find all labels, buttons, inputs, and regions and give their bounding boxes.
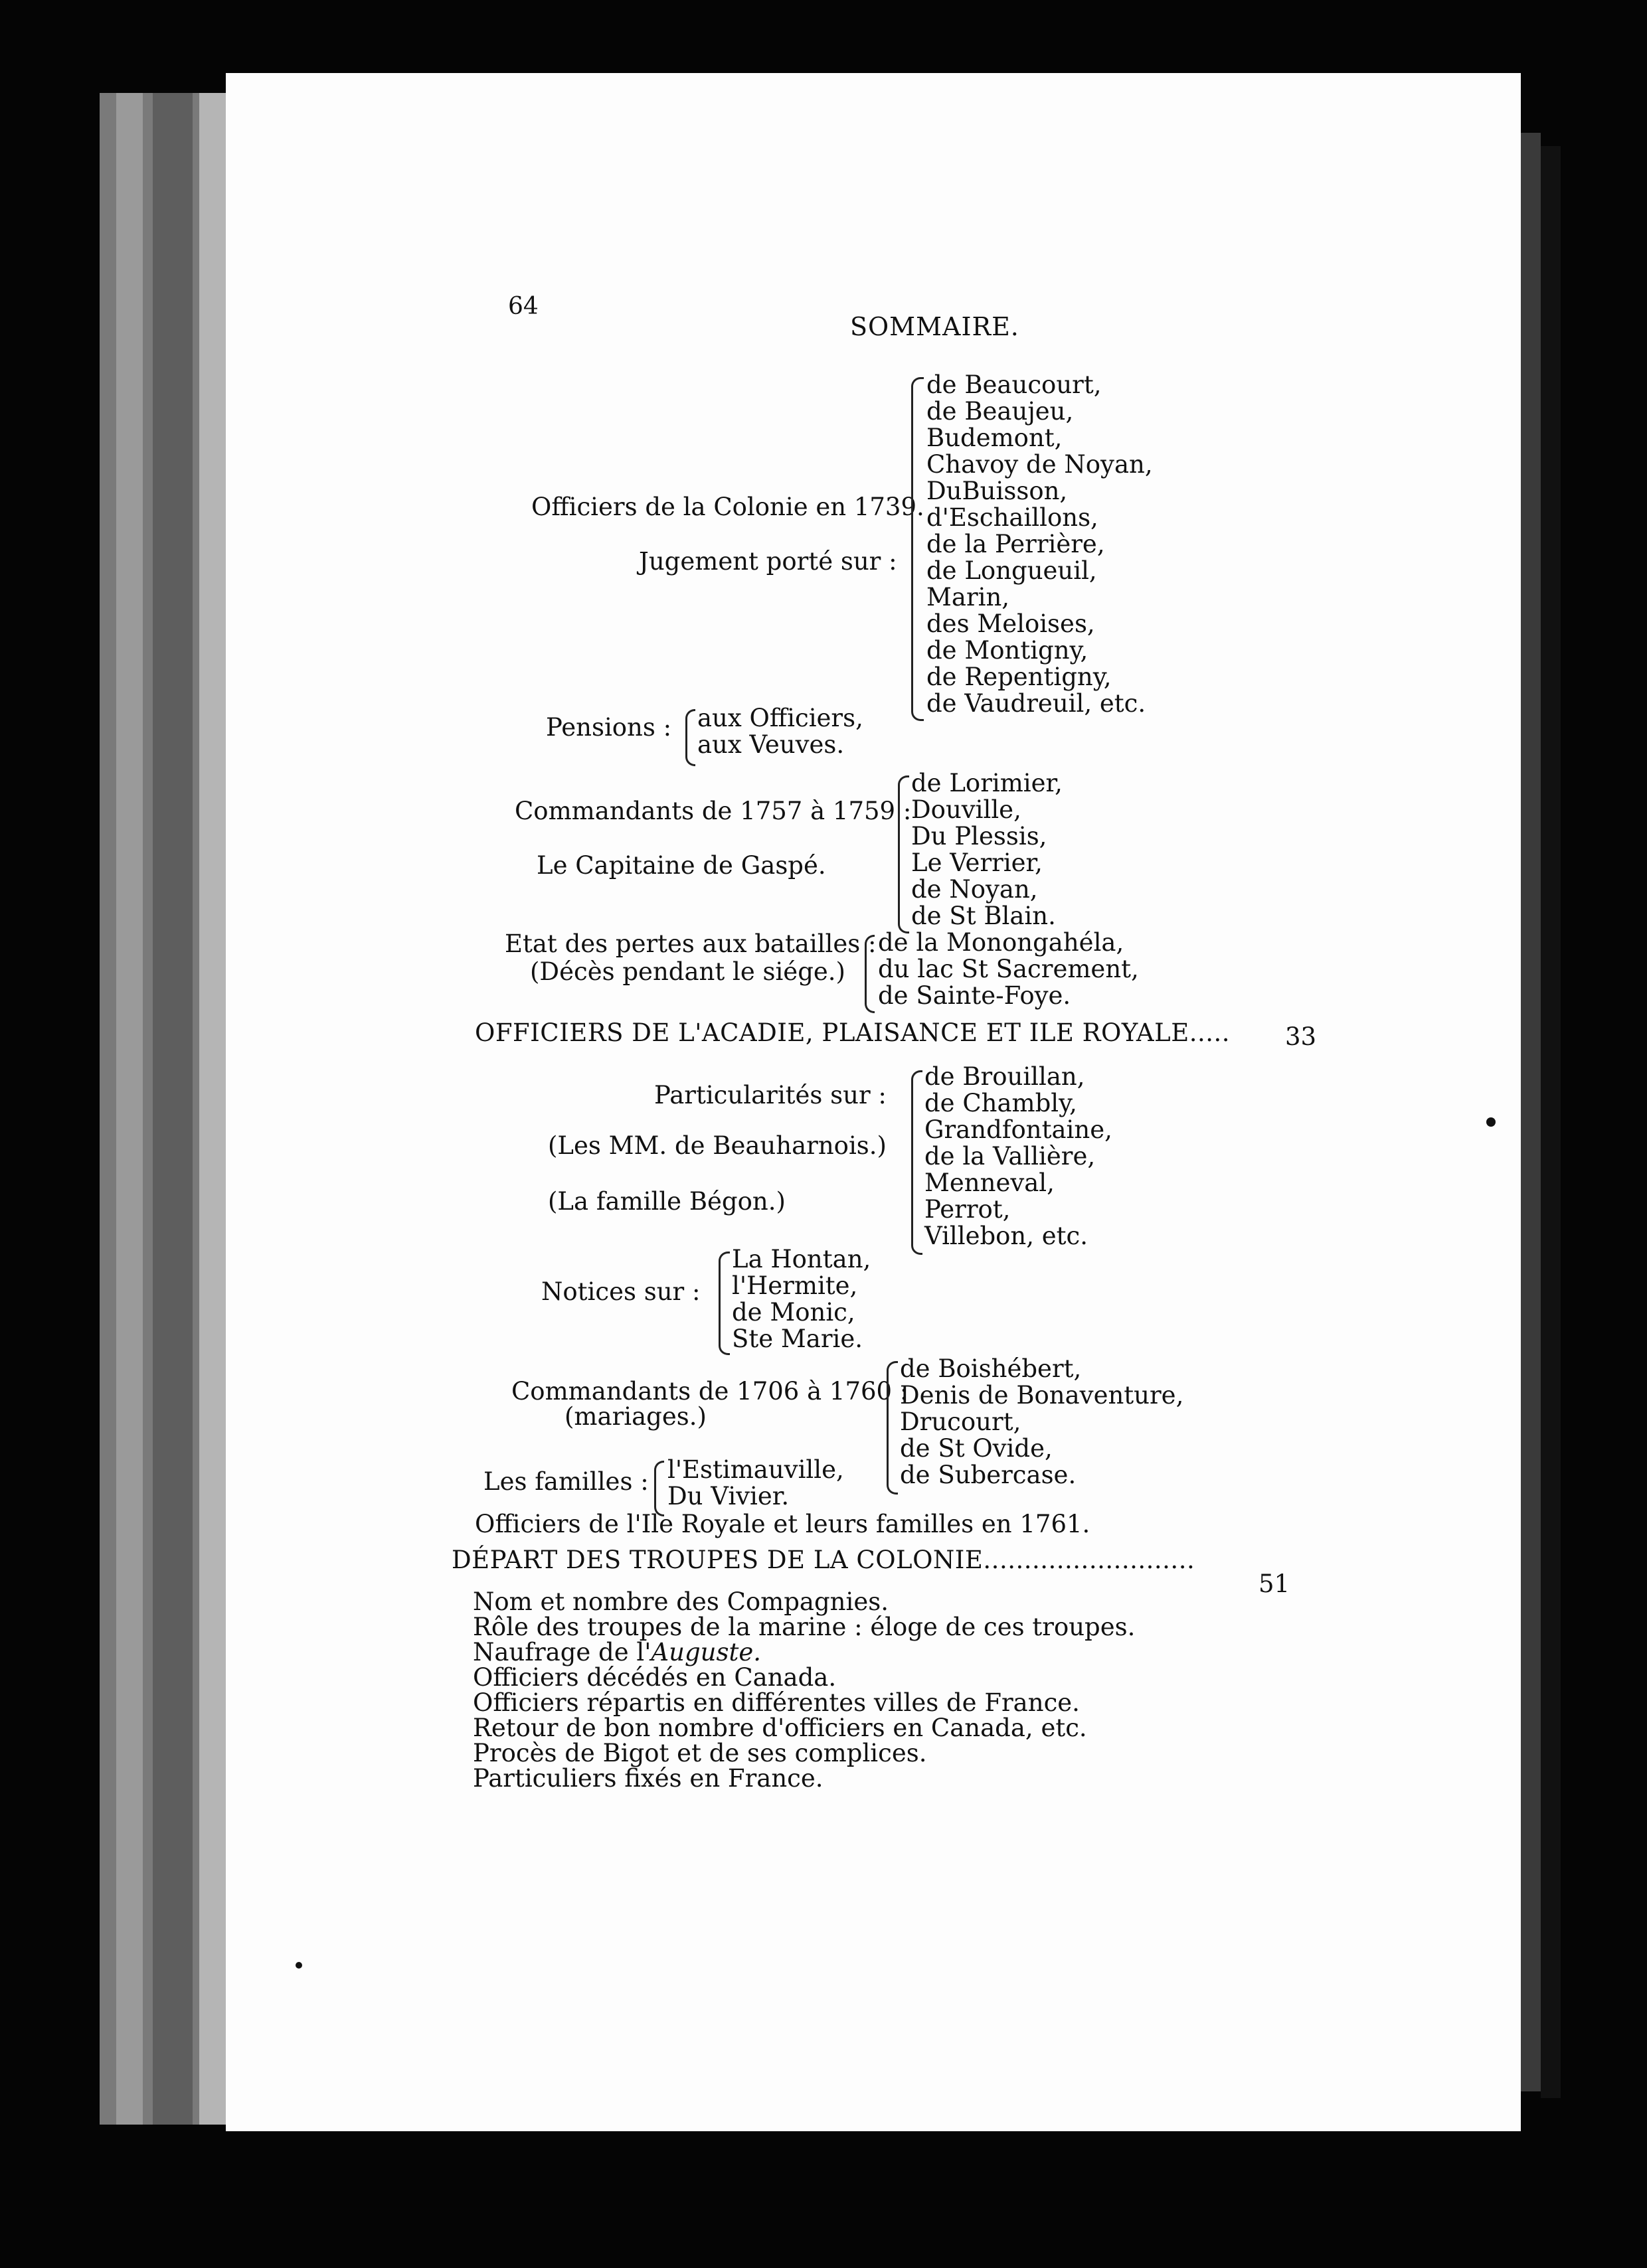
block1-name: Chavoy de Noyan, [926,450,1153,479]
section2-lines [473,1589,1135,1791]
block1-names [926,372,1153,717]
block1-name: DuBuisson, [926,477,1068,505]
block6-brace [887,1361,898,1495]
familles-label: Les familles : [483,1467,649,1496]
block1-name: des Meloises, [926,609,1095,638]
familles-items [667,1457,844,1510]
block3-name: de la Monongahéla, [878,928,1124,957]
block5-names [732,1246,871,1352]
section2-line: Retour de bon nombre d'officiers en Canada, etc. [473,1714,1087,1742]
block4-name: Perrot, [924,1195,1011,1224]
block1-brace [911,377,924,721]
section2-line: Officiers décédés en Canada. [473,1663,837,1692]
block6-name: Denis de Bonaventure, [900,1381,1184,1410]
pensions-item: aux Veuves. [697,730,845,759]
block1-name: de Beaujeu, [926,397,1074,426]
block6-names [900,1356,1183,1489]
block2-name: Le Verrier, [911,849,1043,877]
section2-line: Rôle des troupes de la marine : éloge de ces troupes. [473,1613,1136,1641]
pensions-items [697,705,863,758]
familles-item: l'Estimauville, [667,1455,844,1484]
block1-name: de Beaucourt, [926,370,1102,399]
block3-brace [865,935,875,1013]
naufrage-text: Naufrage de l' [473,1638,651,1666]
ship-name: Auguste. [651,1638,761,1666]
block6-left-line1: Commandants de 1706 à 1760 : [511,1377,909,1406]
block2-left-line1: Commandants de 1757 à 1759 : [515,797,912,825]
page-title: SOMMAIRE. [850,312,1019,341]
block4-names [924,1064,1112,1250]
block2-left-line2: Le Capitaine de Gaspé. [537,851,826,880]
section2-line: Officiers répartis en différentes villes de France. [473,1688,1080,1717]
block1-name: de la Perrière, [926,530,1105,558]
block2-name: Douville, [911,795,1021,824]
section2-page: 51 [1258,1570,1290,1598]
block5-brace [719,1252,730,1355]
block2-name: de Noyan, [911,875,1038,904]
section1-page: 33 [1285,1022,1317,1051]
block5-name: l'Hermite, [732,1271,858,1300]
section2-line: Particuliers fixés en France. [473,1764,824,1793]
block5-name: de Monic, [732,1298,855,1327]
block4-left-line1: Particularités sur : [654,1081,887,1109]
block3-name: du lac St Sacrement, [878,955,1139,983]
block2-name: Du Plessis, [911,822,1047,850]
pensions-item: aux Officiers, [697,704,863,732]
pensions-brace [685,709,695,766]
block6-left-line2: (mariages.) [564,1402,707,1431]
block4-name: Villebon, etc. [924,1222,1088,1250]
block1-name: de Montigny, [926,636,1088,665]
block4-name: Menneval, [924,1169,1055,1197]
ile-royale-line: Officiers de l'Ile Royale et leurs familles en 1761. [475,1510,1090,1538]
block1-left-line2: Jugement porté sur : [639,547,897,576]
section1-heading: OFFICIERS DE L'ACADIE, PLAISANCE ET ILE ROYALE..... [475,1018,1231,1047]
section2-line: Nom et nombre des Compagnies. [473,1587,889,1616]
block2-name: de St Blain. [911,902,1056,930]
page-number: 64 [508,293,539,320]
block4-brace [911,1070,922,1255]
pensions-label: Pensions : [546,713,672,742]
block4-left-line2: (Les MM. de Beauharnois.) [548,1131,887,1160]
block1-name: de Longueuil, [926,556,1097,585]
block1-name: Marin, [926,583,1010,611]
block3-left-line2: (Décès pendant le siége.) [530,957,845,986]
block5-name: Ste Marie. [732,1325,863,1353]
block1-name: de Vaudreuil, etc. [926,689,1146,718]
familles-item: Du Vivier. [667,1482,790,1510]
block5-name: La Hontan, [732,1245,871,1273]
block4-name: Grandfontaine, [924,1115,1112,1144]
block6-name: de St Ovide, [900,1434,1053,1463]
block2-names [911,770,1063,930]
block3-name: de Sainte-Foye. [878,981,1071,1010]
familles-brace [654,1461,664,1516]
block4-name: de la Vallière, [924,1142,1096,1171]
block2-brace [898,775,909,933]
section2-line: Procès de Bigot et de ses complices. [473,1739,927,1767]
section2-heading: DÉPART DES TROUPES DE LA COLONIE.......................... [452,1546,1195,1574]
block1-name: Budemont, [926,424,1063,452]
block4-name: de Brouillan, [924,1062,1085,1091]
block4-left-line3: (La famille Bégon.) [548,1187,786,1216]
block4-name: de Chambly, [924,1089,1077,1117]
block6-name: de Boishébert, [900,1354,1082,1383]
block6-name: de Subercase. [900,1461,1077,1489]
block2-name: de Lorimier, [911,769,1063,797]
block5-label: Notices sur : [541,1277,701,1306]
block1-name: d'Eschaillons, [926,503,1098,532]
section2-line-naufrage [473,1640,1135,1665]
block1-left-line1: Officiers de la Colonie en 1739. [531,493,924,521]
block6-name: Drucourt, [900,1408,1021,1436]
block3-names [878,930,1139,1009]
block3-left-line1: Etat des pertes aux batailles : [505,930,877,958]
block1-name: de Repentigny, [926,663,1112,691]
